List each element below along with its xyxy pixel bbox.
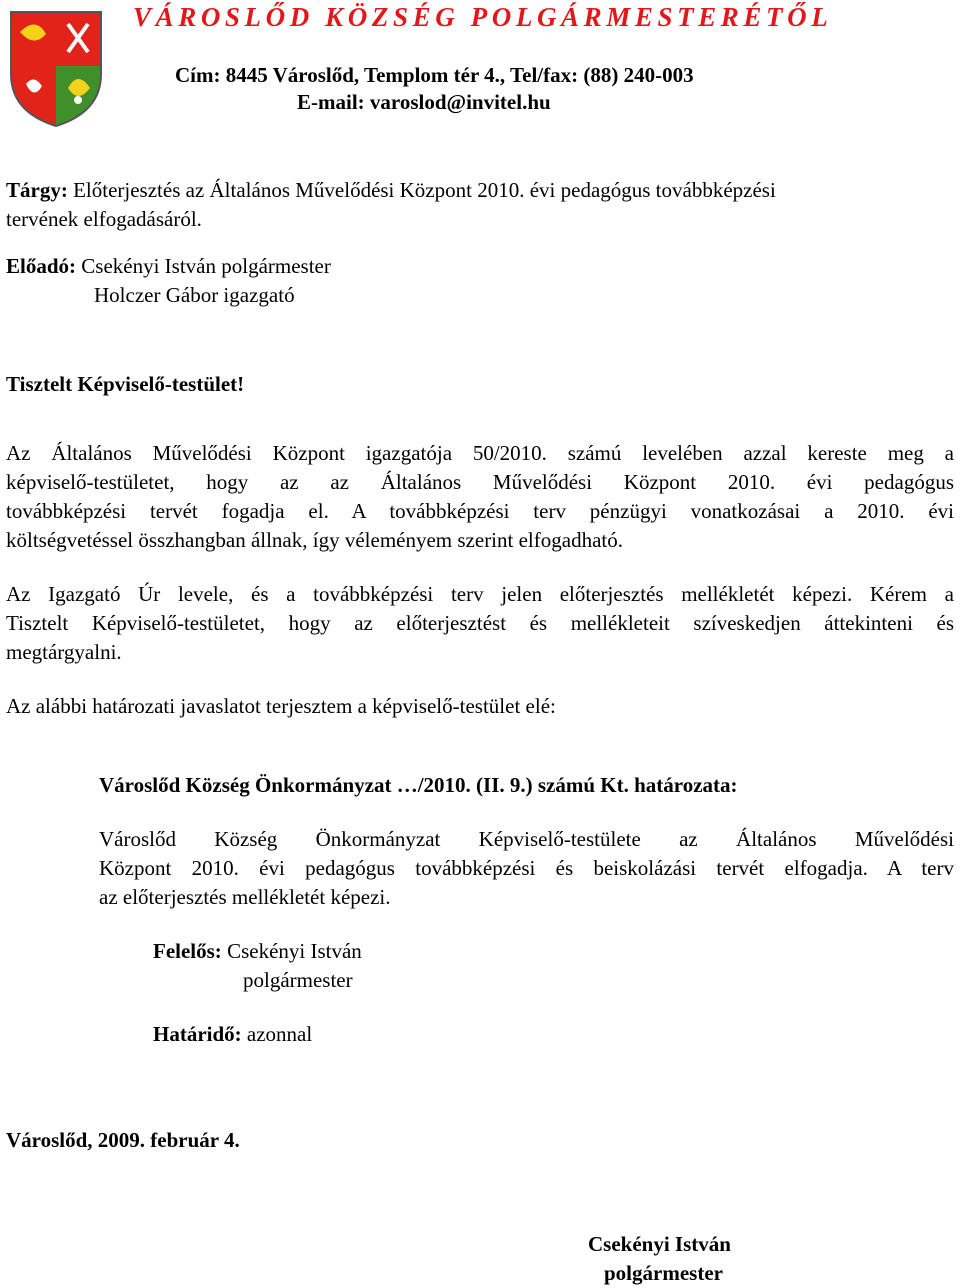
paragraph-1-line: továbbképzési tervét fogadja el. A továbbképzési terv pénzügyi vonatkozásai a 2010. évi	[6, 499, 954, 523]
responsible-title: polgármester	[243, 968, 353, 992]
deadline-label: Határidő:	[153, 1022, 242, 1046]
resolution-text-line: az előterjesztés mellékletét képezi.	[99, 885, 391, 909]
signature-name: Csekényi István	[588, 1232, 731, 1256]
responsible-name: Csekényi István	[227, 939, 362, 963]
subject-line-2: tervének elfogadásáról.	[6, 207, 202, 231]
resolution-text-line: Központ 2010. évi pedagógus továbbképzési és beiskolázási tervét elfogadja. A terv	[99, 856, 954, 880]
paragraph-2-line: Tisztelt Képviselő-testületet, hogy az előterjesztést és mellékleteit szíveskedjen áttekinteni és	[6, 611, 954, 635]
subject-line-1	[6, 176, 776, 205]
subject-label: Tárgy:	[6, 178, 68, 202]
presenter-line-1	[6, 252, 331, 281]
presenter-name-2: Holczer Gábor igazgató	[94, 283, 295, 307]
resolution-title: Városlőd Község Önkormányzat …/2010. (II. 9.) számú Kt. határozata:	[99, 773, 738, 797]
deadline-value: azonnal	[246, 1022, 313, 1046]
responsible-line	[153, 937, 362, 966]
paragraph-1-line: Az Általános Művelődési Központ igazgatója 50/2010. számú levelében azzal kereste meg a	[6, 441, 954, 465]
paragraph-1-line: képviselő-testületet, hogy az az Általános Művelődési Központ 2010. évi pedagógus	[6, 470, 954, 494]
presenter-name-1: Csekényi István polgármester	[81, 254, 331, 278]
paragraph-2-line: megtárgyalni.	[6, 640, 122, 664]
letterhead-address: Cím: 8445 Városlőd, Templom tér 4., Tel/fax: (88) 240-003	[175, 63, 694, 87]
responsible-label: Felelős:	[153, 939, 222, 963]
coat-of-arms-icon	[6, 4, 106, 130]
place-date: Városlőd, 2009. február 4.	[6, 1128, 240, 1152]
paragraph-1-line: költségvetéssel összhangban állnak, így véleményem szerint elfogadható.	[6, 528, 623, 552]
letterhead-email: E-mail: varoslod@invitel.hu	[297, 90, 551, 114]
deadline-line	[153, 1020, 312, 1049]
subject-text-1: Előterjesztés az Általános Művelődési Központ 2010. évi pedagógus továbbképzési	[73, 178, 776, 202]
letterhead-title: VÁROSLŐD KÖZSÉG POLGÁRMESTERÉTŐL	[133, 2, 833, 32]
signature-title: polgármester	[604, 1261, 723, 1285]
salutation: Tisztelt Képviselő-testület!	[6, 372, 245, 396]
paragraph-2-line: Az Igazgató Úr levele, és a továbbképzési terv jelen előterjesztés mellékletét képezi. Kérem a	[6, 582, 954, 606]
resolution-text-line: Városlőd Község Önkormányzat Képviselő-testülete az Általános Művelődési	[99, 827, 954, 851]
presenter-label: Előadó:	[6, 254, 77, 278]
resolution-intro: Az alábbi határozati javaslatot terjesztem a képviselő-testület elé:	[6, 694, 556, 718]
